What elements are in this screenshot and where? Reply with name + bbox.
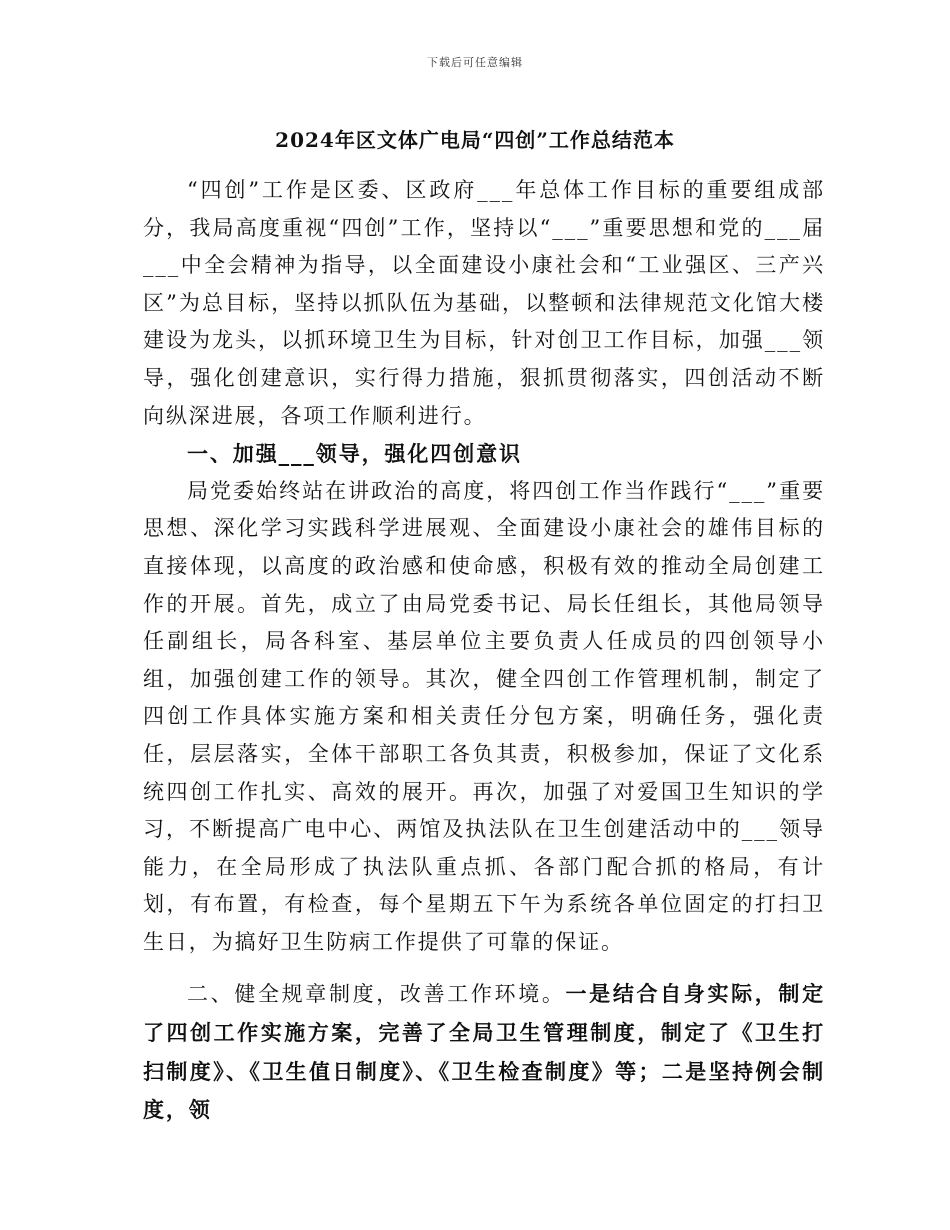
document-body <box>143 172 825 1130</box>
section-1-paragraph: 局党委始终站在讲政治的高度，将四创工作当作践行“___”重要思想、深化学习实践科学进展观、全面建设小康社会的雄伟目标的直接体现，以高度的政治感和使命感，积极有效的推动全局创建工作的开展。首先，成立了由局党委书记、局长任组长，其他局领导任副组长，局各科室、基层单位主要负责人任成员的四创领导小组，加强创建工作的领导。其次，健全四创工作管理机制，制定了四创工作具体实施方案和相关责任分包方案，明确任务，强化责任，层层落实，全体干部职工各负其责，积极参加，保证了文化系统四创工作扎实、高效的展开。再次，加强了对爱国卫生知识的学习，不断提高广电中心、两馆及执法队在卫生创建活动中的___领导能力，在全局形成了执法队重点抓、各部门配合抓的格局，有计划，有布置，有检查，每个星期五下午为系统各单位固定的打扫卫生日，为搞好卫生防病工作提供了可靠的保证。 <box>143 478 825 954</box>
section-2-lead: 二、健全规章制度，改善工作环境。 <box>187 982 566 1007</box>
header-note: 下载后可任意编辑 <box>427 56 523 69</box>
section-1-heading: 一、加强___领导，强化四创意识 <box>187 441 522 467</box>
section-2-bold-text: 一是结合自身实际，制定了四创工作实施方案，完善了全局卫生管理制度，制定了《卫生打扫制度》、《卫生值日制度》、《卫生检查制度》等；二是坚持例会制度，领 <box>143 981 825 1123</box>
intro-paragraph: “四创”工作是区委、区政府___年总体工作目标的重要组成部分，我局高度重视“四创”工作，坚持以“___”重要思想和党的___届___中全会精神为指导，以全面建设小康社会和“工业强区、三产兴区”为总目标，坚持以抓队伍为基础，以整顿和法律规范文化馆大楼建设为龙头，以抓环境卫生为目标，针对创卫工作目标，加强___领导，强化创建意识，实行得力措施，狠抓贯彻落实，四创活动不断向纵深进展，各项工作顺利进行。 <box>143 178 825 428</box>
section-2-paragraph <box>143 975 825 1129</box>
document-title: 2024年区文体广电局“四创”工作总结范本 <box>275 128 675 152</box>
